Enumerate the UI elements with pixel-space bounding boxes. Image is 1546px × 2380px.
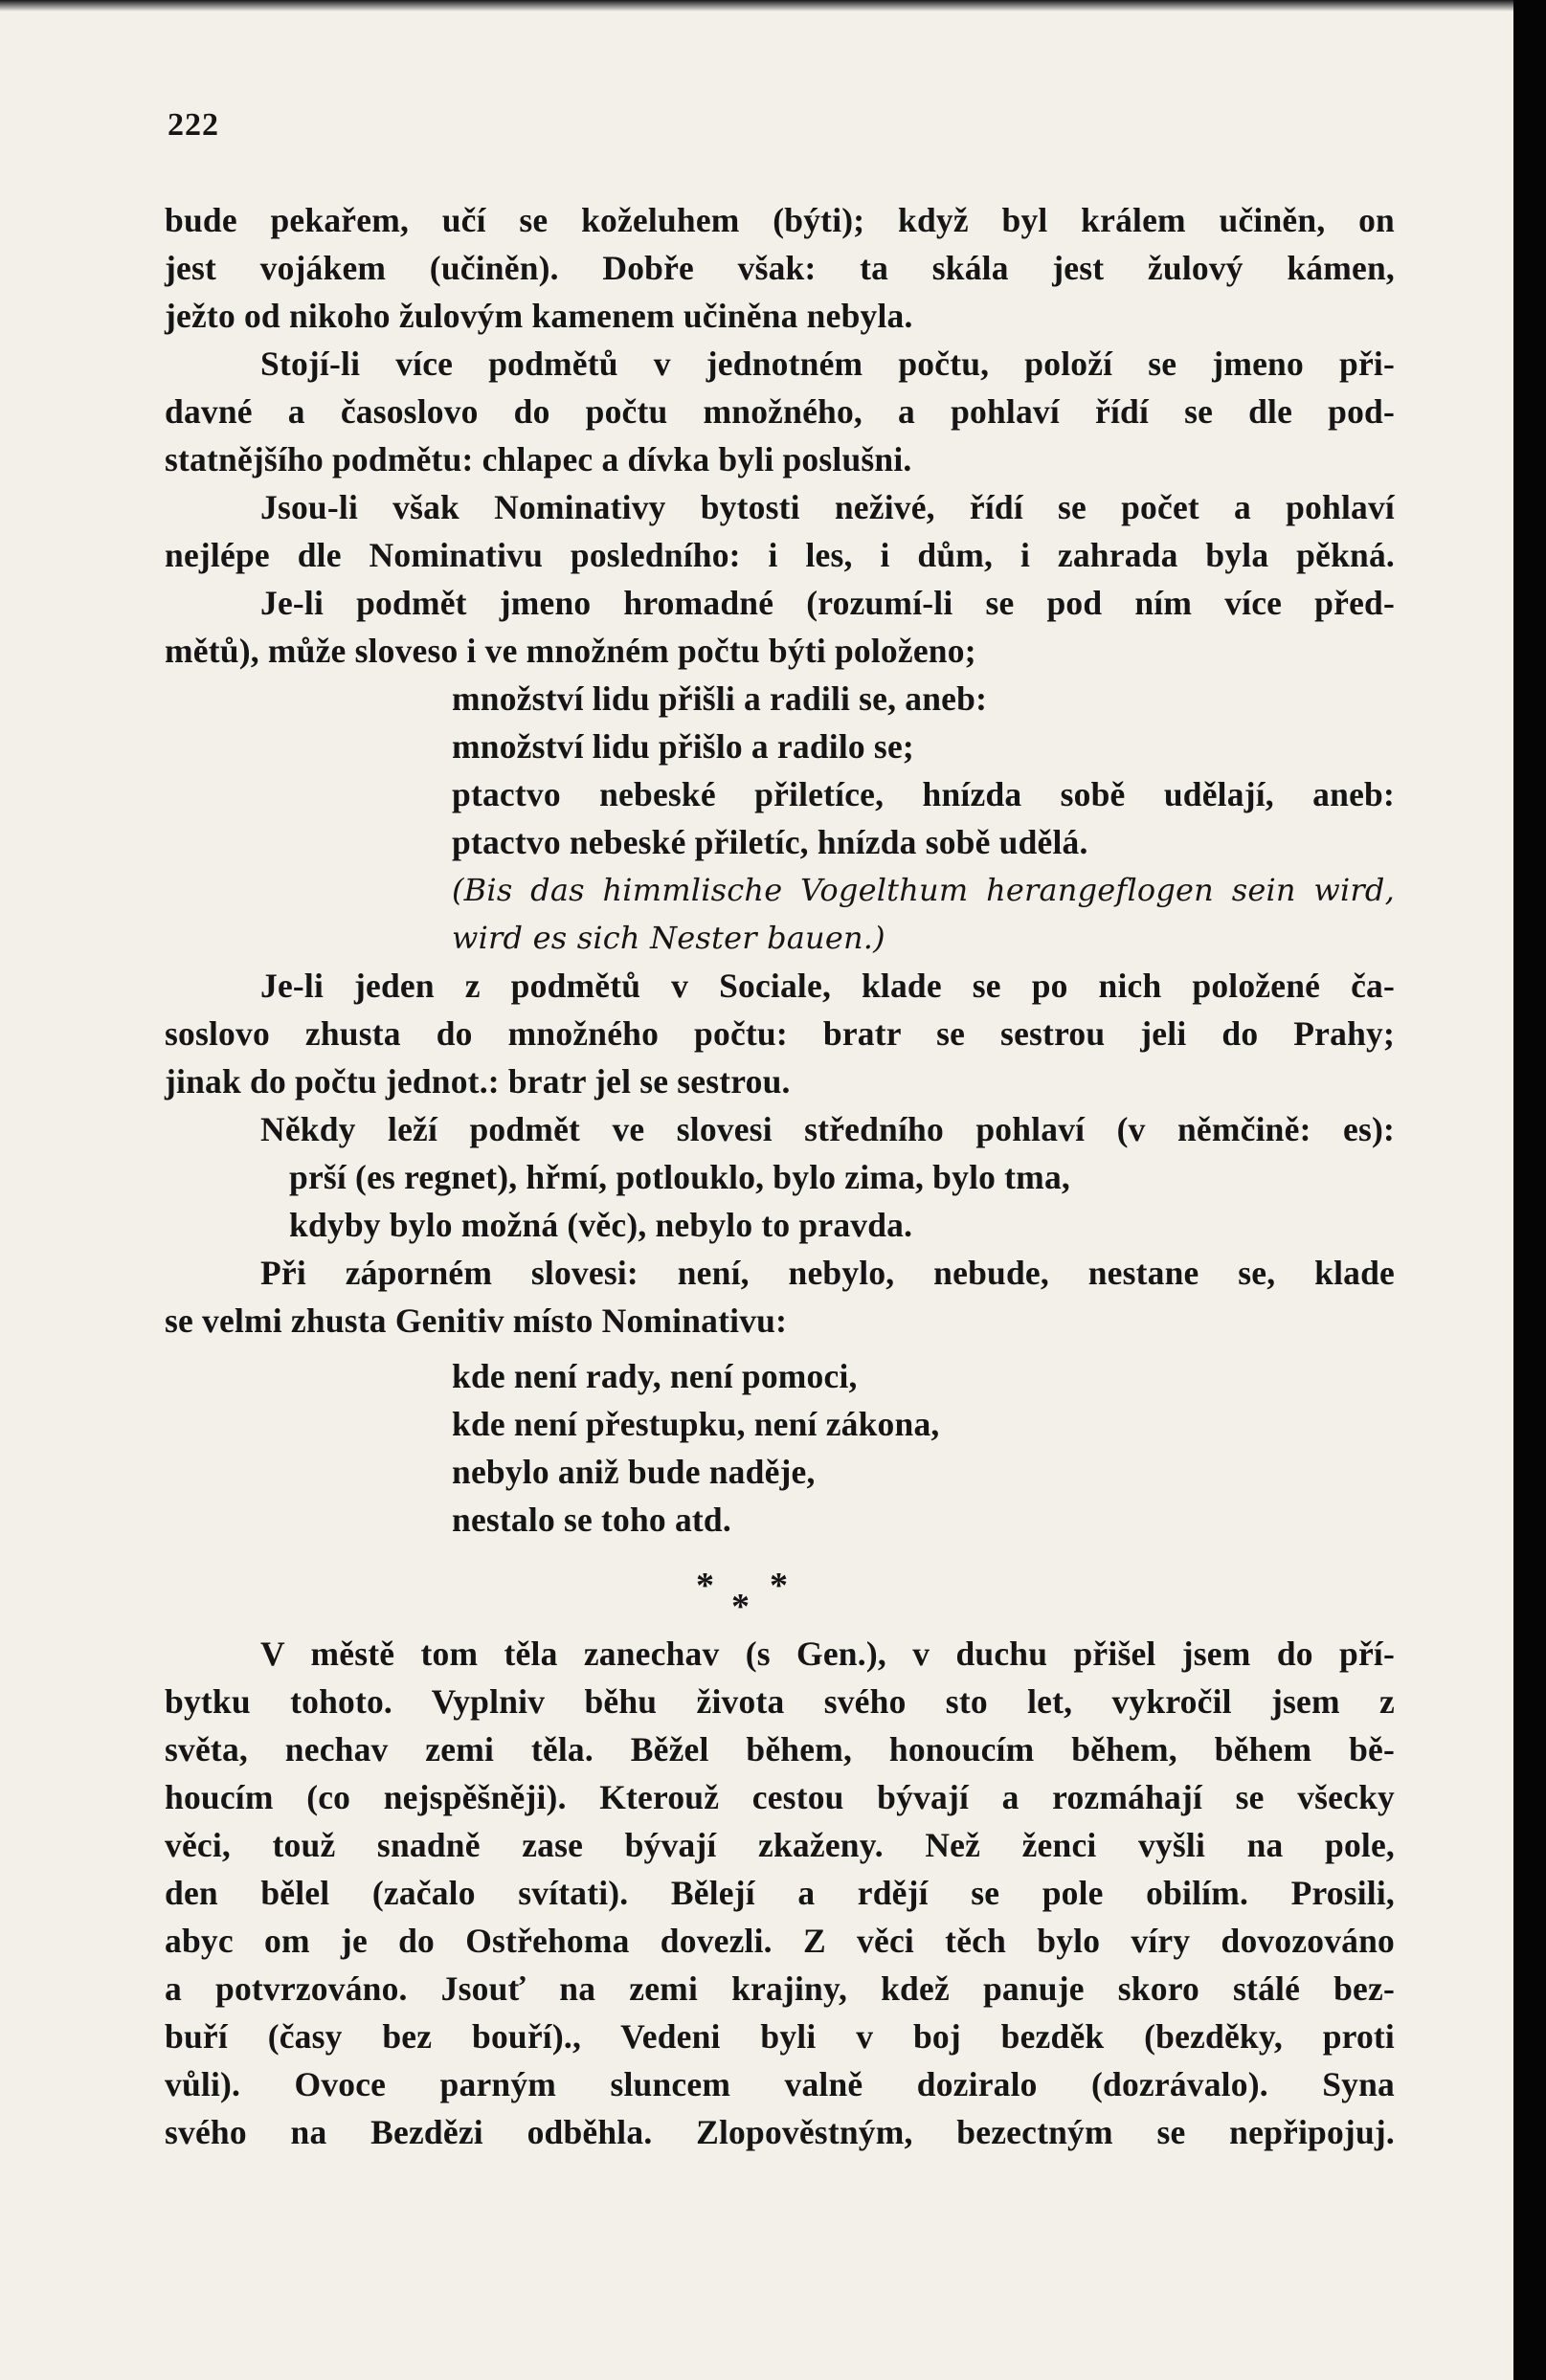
text-line: den bělel (začalo svítati). Bělejí a rdějí se pole obilím. Prosili,	[165, 1874, 1395, 1912]
text-line: věci, touž snadně zase bývají zkaženy. Než ženci vyšli na pole,	[165, 1826, 1395, 1864]
text-line: V městě tom těla zanechav (s Gen.), v duchu přišel jsem do pří-	[260, 1635, 1395, 1673]
text-line: Je-li jeden z podmětů v Sociale, klade se po nich položené ča-	[260, 967, 1395, 1005]
text-line: vůli). Ovoce parným sluncem valně doziralo (dozrávalo). Syna	[165, 2065, 1395, 2103]
page-body	[165, 196, 1395, 2156]
text-line: ježto od nikoho žulovým kamenem učiněna nebyla.	[165, 297, 913, 335]
scan-top-edge	[0, 0, 1546, 11]
example-line: prší (es regnet), hřmí, potlouklo, bylo zima, bylo tma,	[289, 1158, 1070, 1196]
example-line: nebylo aniž bude naděje,	[452, 1453, 816, 1491]
text-line: buří (časy bez bouří)., Vedeni byli v boj bezděk (bezděky, proti	[165, 2017, 1395, 2056]
text-line: a potvrzováno. Jsouť na zemi krajiny, kdež panuje skoro stálé bez-	[165, 1969, 1395, 2008]
text-line: Někdy leží podmět ve slovesi středního pohlaví (v němčině: es):	[260, 1110, 1395, 1148]
text-line: bude pekařem, učí se koželuhem (býti); když byl králem učiněn, on	[165, 201, 1395, 239]
german-translation-line: (Bis das himmlische Vogelthum herangeflogen sein wird,	[452, 872, 1395, 908]
example-line: ptactvo nebeské přiletíc, hnízda sobě udělá.	[452, 823, 1088, 861]
section-separator	[165, 1544, 1395, 1630]
text-line: Stojí-li více podmětů v jednotném počtu, položí se jmeno při-	[260, 345, 1395, 383]
asterisk: *	[770, 1566, 788, 1606]
text-line: jinak do počtu jednot.: bratr jel se sestrou.	[165, 1062, 791, 1101]
text-line: světa, nechav zemi těla. Běžel během, honoucím během, během bě-	[165, 1730, 1395, 1768]
asterisk: *	[696, 1566, 714, 1606]
text-line: davné a časoslovo do počtu množného, a pohlaví řídí se dle pod-	[165, 392, 1395, 431]
example-line: kde není přestupku, není zákona,	[452, 1405, 940, 1443]
text-line: se velmi zhusta Genitiv místo Nominativu:	[165, 1301, 788, 1340]
text-line: statnějšího podmětu: chlapec a dívka byli poslušni.	[165, 440, 912, 478]
text-line: bytku tohoto. Vyplniv běhu života svého sto let, vykročil jsem z	[165, 1682, 1395, 1721]
text-line: mětů), může sloveso i ve množném počtu býti položeno;	[165, 632, 976, 670]
text-line: jest vojákem (učiněn). Dobře však: ta skála jest žulový kámen,	[165, 249, 1395, 287]
page-number: 222	[168, 107, 219, 143]
asterisk: *	[731, 1587, 750, 1627]
text-line: Při záporném slovesi: není, nebylo, nebude, nestane se, klade	[260, 1254, 1395, 1292]
text-line: soslovo zhusta do množného počtu: bratr se sestrou jeli do Prahy;	[165, 1014, 1395, 1053]
example-line: množství lidu přišli a radili se, aneb:	[452, 679, 988, 718]
german-translation-line: wird es sich Nester bauen.)	[452, 920, 885, 956]
text-line: nejlépe dle Nominativu posledního: i les, i dům, i zahrada byla pěkná.	[165, 536, 1395, 574]
text-line: Jsou-li však Nominativy bytosti neživé, řídí se počet a pohlaví	[260, 488, 1395, 526]
text-line: houcím (co nejspěšněji). Kterouž cestou bývají a rozmáhají se všecky	[165, 1778, 1395, 1816]
example-line: kde není rady, není pomoci,	[452, 1357, 858, 1395]
example-line: kdyby bylo možná (věc), nebylo to pravda.	[289, 1206, 913, 1244]
text-line: abyc om je do Ostřehoma dovezli. Z věci těch bylo víry dovozováno	[165, 1922, 1395, 1960]
text-line: svého na Bezdězi odběhla. Zlopověstným, bezectným se nepřipojuj.	[165, 2113, 1395, 2151]
scan-right-edge	[1513, 0, 1546, 2380]
text-line: Je-li podmět jmeno hromadné (rozumí-li se pod ním více před-	[260, 584, 1395, 622]
example-line: ptactvo nebeské přiletíce, hnízda sobě udělají, aneb:	[452, 775, 1395, 813]
example-line: nestalo se toho atd.	[452, 1501, 731, 1539]
example-line: množství lidu přišlo a radilo se;	[452, 727, 914, 766]
